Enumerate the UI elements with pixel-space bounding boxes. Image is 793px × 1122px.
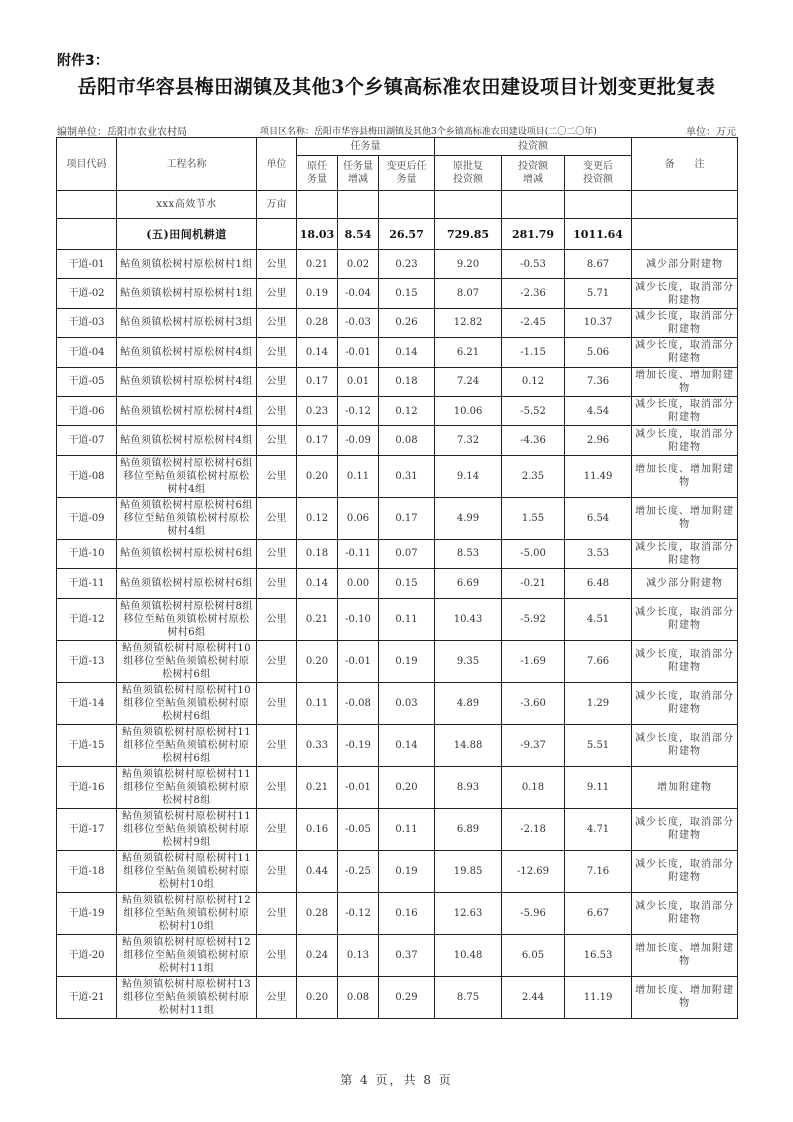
cell-invest-delta: -1.69 [502,640,565,682]
cell-code: 干道-20 [57,934,117,976]
cell-note: 减少部分附建物 [632,250,738,279]
cell-task-new: 26.57 [379,219,435,250]
cell-name: 鲇鱼须镇松树村原松树村6组移位至鲇鱼须镇松树村原松树村4组 [117,497,257,539]
cell-task-new: 0.15 [379,279,435,308]
header-invest-new: 变更后 投资额 [565,156,632,191]
table-row [57,569,738,598]
cell-name: 鲇鱼须镇松树村原松树村4组 [117,367,257,396]
cell-invest-new [565,191,632,219]
cell-task-delta: -0.04 [338,279,379,308]
cell-task-orig: 0.18 [297,539,338,568]
table-row [57,396,738,425]
cell-code: 干道-17 [57,808,117,850]
table-row [57,426,738,455]
cell-code: 干道-11 [57,569,117,598]
cell-task-new: 0.29 [379,976,435,1018]
table-row [57,934,738,976]
cell-note: 减少长度，取消部分附建物 [632,640,738,682]
cell-invest-new: 11.19 [565,976,632,1018]
cell-invest-delta: -5.52 [502,396,565,425]
page-footer: 第 4 页，共 8 页 [340,1073,453,1087]
cell-note: 减少长度，取消部分附建物 [632,598,738,640]
cell-invest-orig: 4.99 [435,497,502,539]
cell-task-new: 0.14 [379,724,435,766]
cell-task-orig: 0.17 [297,426,338,455]
cell-task-orig: 0.17 [297,367,338,396]
summary-row [57,191,738,219]
change-approval-table [56,137,738,1019]
cell-unit [257,219,297,250]
cell-task-delta: -0.03 [338,308,379,337]
cell-code: 干道-07 [57,426,117,455]
cell-note: 减少长度，取消部分附建物 [632,682,738,724]
cell-name: 鲇鱼须镇松树村原松树村1组 [117,279,257,308]
cell-code: 干道-19 [57,892,117,934]
cell-invest-delta: -4.36 [502,426,565,455]
cell-invest-delta: -2.45 [502,308,565,337]
cell-code: 干道-02 [57,279,117,308]
cell-invest-orig: 7.24 [435,367,502,396]
cell-invest-delta: -5.00 [502,539,565,568]
cell-unit: 公里 [257,766,297,808]
cell-task-new [379,191,435,219]
cell-name: 鲇鱼须镇松树村原松树村11组移位至鲇鱼须镇松树村原松树村9组 [117,808,257,850]
cell-name: 鲇鱼须镇松树村原松树村3组 [117,308,257,337]
cell-invest-delta: -2.18 [502,808,565,850]
cell-note: 减少长度，取消部分附建物 [632,396,738,425]
cell-invest-orig: 8.93 [435,766,502,808]
cell-code: 干道-10 [57,539,117,568]
cell-name: 鲇鱼须镇松树村原松树村13组移位至鲇鱼须镇松树村原松树村11组 [117,976,257,1018]
table-row [57,850,738,892]
cell-unit: 公里 [257,308,297,337]
cell-task-new: 0.23 [379,250,435,279]
cell-invest-orig: 19.85 [435,850,502,892]
cell-note: 减少部分附建物 [632,569,738,598]
cell-code: 干道-16 [57,766,117,808]
table-row [57,766,738,808]
cell-task-new: 0.37 [379,934,435,976]
cell-task-new: 0.19 [379,640,435,682]
cell-task-new: 0.03 [379,682,435,724]
cell-invest-delta: -5.92 [502,598,565,640]
cell-name: 鲇鱼须镇松树村原松树村4组 [117,396,257,425]
cell-unit: 公里 [257,934,297,976]
table-row [57,892,738,934]
cell-unit: 公里 [257,396,297,425]
cell-invest-delta: -1.15 [502,338,565,367]
cell-task-new: 0.12 [379,396,435,425]
cell-unit: 公里 [257,569,297,598]
cell-name: 鲇鱼须镇松树村原松树村6组 [117,539,257,568]
cell-invest-orig: 10.48 [435,934,502,976]
cell-invest-new: 3.53 [565,539,632,568]
cell-note: 增加长度、增加附建物 [632,367,738,396]
cell-invest-delta: 281.79 [502,219,565,250]
cell-name: 鲇鱼须镇松树村原松树村11组移位至鲇鱼须镇松树村原松树村6组 [117,724,257,766]
header-name: 工程名称 [117,138,257,191]
cell-note: 增加长度、增加附建物 [632,455,738,497]
cell-unit: 公里 [257,892,297,934]
cell-invest-new: 4.54 [565,396,632,425]
cell-note: 减少长度，取消部分附建物 [632,892,738,934]
cell-unit: 公里 [257,426,297,455]
summary-row [57,219,738,250]
cell-note: 减少长度，取消部分附建物 [632,426,738,455]
cell-task-new: 0.11 [379,808,435,850]
cell-task-delta: -0.05 [338,808,379,850]
cell-unit: 公里 [257,250,297,279]
cell-name: 鲇鱼须镇松树村原松树村11组移位至鲇鱼须镇松树村原松树村8组 [117,766,257,808]
cell-task-delta: -0.01 [338,640,379,682]
cell-code: 干道-06 [57,396,117,425]
cell-invest-new: 5.06 [565,338,632,367]
cell-name: 鲇鱼须镇松树村原松树村6组移位至鲇鱼须镇松树村原松树村4组 [117,455,257,497]
cell-invest-new: 5.71 [565,279,632,308]
cell-invest-new: 5.51 [565,724,632,766]
cell-note: 增加长度、增加附建物 [632,976,738,1018]
table-row [57,367,738,396]
cell-task-orig: 18.03 [297,219,338,250]
cell-invest-delta: 6.05 [502,934,565,976]
cell-task-delta: -0.25 [338,850,379,892]
cell-name: 鲇鱼须镇松树村原松树村8组移位至鲇鱼须镇松树村原松树村6组 [117,598,257,640]
cell-invest-delta: -0.53 [502,250,565,279]
cell-invest-orig: 10.06 [435,396,502,425]
cell-invest-delta: 0.18 [502,766,565,808]
cell-code [57,219,117,250]
document-title: 岳阳市华容县梅田湖镇及其他3个乡镇高标准农田建设项目计划变更批复表 [77,76,716,98]
cell-task-delta: -0.19 [338,724,379,766]
cell-invest-orig: 729.85 [435,219,502,250]
cell-task-new: 0.14 [379,338,435,367]
cell-invest-orig: 12.63 [435,892,502,934]
cell-invest-delta: 1.55 [502,497,565,539]
cell-invest-new: 1.29 [565,682,632,724]
cell-note: 增加长度、增加附建物 [632,497,738,539]
cell-note [632,219,738,250]
header-invest-group: 投资额 [435,138,632,156]
cell-invest-orig: 6.89 [435,808,502,850]
cell-task-new: 0.31 [379,455,435,497]
cell-unit: 公里 [257,724,297,766]
cell-name: 鲇鱼须镇松树村原松树村10组移位至鲇鱼须镇松树村原松树村6组 [117,640,257,682]
cell-unit: 公里 [257,497,297,539]
cell-task-orig: 0.20 [297,640,338,682]
cell-task-delta: -0.12 [338,892,379,934]
cell-invest-delta: -5.96 [502,892,565,934]
cell-invest-delta: -9.37 [502,724,565,766]
cell-task-orig: 0.11 [297,682,338,724]
cell-code: 干道-03 [57,308,117,337]
cell-task-delta [338,191,379,219]
header-code: 项目代码 [57,138,117,191]
cell-code: 干道-12 [57,598,117,640]
cell-task-orig: 0.19 [297,279,338,308]
cell-task-orig: 0.14 [297,569,338,598]
header-row-1 [57,138,738,156]
table-row [57,250,738,279]
cell-invest-new: 11.49 [565,455,632,497]
cell-invest-orig: 14.88 [435,724,502,766]
cell-task-orig: 0.14 [297,338,338,367]
cell-invest-new: 10.37 [565,308,632,337]
cell-invest-delta [502,191,565,219]
cell-invest-new: 6.48 [565,569,632,598]
table-row [57,598,738,640]
cell-note: 减少长度，取消部分附建物 [632,279,738,308]
cell-invest-orig: 10.43 [435,598,502,640]
cell-invest-new: 1011.64 [565,219,632,250]
table-row [57,539,738,568]
cell-name: 鲇鱼须镇松树村原松树村12组移位至鲇鱼须镇松树村原松树村11组 [117,934,257,976]
cell-code: 干道-08 [57,455,117,497]
cell-invest-orig: 9.14 [435,455,502,497]
cell-invest-new: 6.67 [565,892,632,934]
cell-task-delta: 8.54 [338,219,379,250]
cell-code [57,191,117,219]
cell-unit: 公里 [257,682,297,724]
cell-note [632,191,738,219]
table-body [57,138,738,1019]
header-task-group: 任务量 [297,138,435,156]
cell-task-orig: 0.20 [297,455,338,497]
cell-task-delta: -0.08 [338,682,379,724]
cell-task-orig: 0.21 [297,250,338,279]
cell-task-new: 0.17 [379,497,435,539]
currency-unit: 单位：万元 [686,127,736,138]
table-row [57,308,738,337]
header-invest-orig: 原批复 投资额 [435,156,502,191]
cell-code: 干道-04 [57,338,117,367]
cell-task-delta: 0.06 [338,497,379,539]
cell-task-delta: 0.02 [338,250,379,279]
header-invest-delta: 投资额 增减 [502,156,565,191]
table-row [57,976,738,1018]
cell-task-new: 0.08 [379,426,435,455]
cell-task-delta: 0.01 [338,367,379,396]
cell-unit: 万亩 [257,191,297,219]
header-task-orig: 原任 务量 [297,156,338,191]
cell-task-orig: 0.16 [297,808,338,850]
cell-invest-new: 6.54 [565,497,632,539]
cell-note: 减少长度，取消部分附建物 [632,724,738,766]
cell-invest-new: 8.67 [565,250,632,279]
cell-code: 干道-09 [57,497,117,539]
cell-task-delta: -0.09 [338,426,379,455]
cell-task-new: 0.11 [379,598,435,640]
cell-task-new: 0.19 [379,850,435,892]
table-row [57,682,738,724]
cell-invest-orig: 9.20 [435,250,502,279]
cell-note: 增加附建物 [632,766,738,808]
cell-name: 鲇鱼须镇松树村原松树村6组 [117,569,257,598]
cell-invest-new: 7.66 [565,640,632,682]
cell-name: 鲇鱼须镇松树村原松树村12组移位至鲇鱼须镇松树村原松树村10组 [117,892,257,934]
cell-name: (五)田间机耕道 [117,219,257,250]
table-row [57,640,738,682]
cell-invest-new: 2.96 [565,426,632,455]
cell-unit: 公里 [257,808,297,850]
cell-note: 增加长度、增加附建物 [632,934,738,976]
cell-invest-orig: 7.32 [435,426,502,455]
header-task-delta: 任务量 增减 [338,156,379,191]
cell-code: 干道-21 [57,976,117,1018]
cell-invest-new: 4.71 [565,808,632,850]
cell-name: xxx高效节水 [117,191,257,219]
table-row [57,279,738,308]
table-row [57,497,738,539]
cell-task-delta: -0.12 [338,396,379,425]
cell-task-orig: 0.33 [297,724,338,766]
cell-task-new: 0.16 [379,892,435,934]
cell-unit: 公里 [257,640,297,682]
cell-code: 干道-18 [57,850,117,892]
cell-invest-orig: 8.53 [435,539,502,568]
cell-task-orig: 0.12 [297,497,338,539]
cell-task-delta: 0.00 [338,569,379,598]
table-row [57,455,738,497]
cell-name: 鲇鱼须镇松树村原松树村10组移位至鲇鱼须镇松树村原松树村6组 [117,682,257,724]
cell-task-delta: -0.10 [338,598,379,640]
cell-invest-delta: 2.35 [502,455,565,497]
cell-task-orig: 0.21 [297,766,338,808]
project-area-name: 项目区名称：岳阳市华容县梅田湖镇及其他3个乡镇高标准农田建设项目(二〇二〇年) [260,127,597,137]
cell-name: 鲇鱼须镇松树村原松树村4组 [117,338,257,367]
cell-invest-delta: 2.44 [502,976,565,1018]
cell-invest-orig: 6.21 [435,338,502,367]
cell-note: 减少长度，取消部分附建物 [632,539,738,568]
cell-invest-orig: 9.35 [435,640,502,682]
cell-invest-new: 16.53 [565,934,632,976]
cell-task-new: 0.20 [379,766,435,808]
cell-note: 减少长度，取消部分附建物 [632,850,738,892]
cell-code: 干道-05 [57,367,117,396]
cell-invest-orig: 8.07 [435,279,502,308]
table-row [57,724,738,766]
cell-invest-orig [435,191,502,219]
cell-invest-delta: 0.12 [502,367,565,396]
cell-unit: 公里 [257,455,297,497]
cell-task-orig: 0.44 [297,850,338,892]
cell-task-delta: -0.11 [338,539,379,568]
cell-task-orig: 0.28 [297,308,338,337]
cell-task-orig: 0.28 [297,892,338,934]
cell-invest-new: 7.16 [565,850,632,892]
cell-task-orig: 0.21 [297,598,338,640]
cell-task-delta: 0.13 [338,934,379,976]
cell-task-orig [297,191,338,219]
cell-code: 干道-13 [57,640,117,682]
cell-task-orig: 0.23 [297,396,338,425]
cell-task-orig: 0.20 [297,976,338,1018]
table-row [57,808,738,850]
cell-unit: 公里 [257,850,297,892]
cell-unit: 公里 [257,598,297,640]
cell-unit: 公里 [257,367,297,396]
cell-invest-orig: 6.69 [435,569,502,598]
cell-note: 减少长度，取消部分附建物 [632,808,738,850]
cell-task-delta: -0.01 [338,338,379,367]
cell-unit: 公里 [257,976,297,1018]
header-task-new: 变更后任 务量 [379,156,435,191]
cell-invest-orig: 12.82 [435,308,502,337]
cell-invest-new: 4.51 [565,598,632,640]
cell-task-new: 0.07 [379,539,435,568]
cell-name: 鲇鱼须镇松树村原松树村11组移位至鲇鱼须镇松树村原松树村10组 [117,850,257,892]
cell-task-delta: -0.01 [338,766,379,808]
cell-code: 干道-01 [57,250,117,279]
cell-code: 干道-15 [57,724,117,766]
attachment-label: 附件3： [57,53,109,69]
cell-name: 鲇鱼须镇松树村原松树村1组 [117,250,257,279]
cell-note: 减少长度，取消部分附建物 [632,338,738,367]
cell-unit: 公里 [257,539,297,568]
cell-task-new: 0.18 [379,367,435,396]
cell-invest-orig: 4.89 [435,682,502,724]
cell-invest-delta: -0.21 [502,569,565,598]
cell-invest-new: 9.11 [565,766,632,808]
cell-task-delta: 0.11 [338,455,379,497]
compiler-unit: 编制单位：岳阳市农业农村局 [57,127,187,138]
cell-code: 干道-14 [57,682,117,724]
table-row [57,338,738,367]
cell-task-new: 0.26 [379,308,435,337]
cell-unit: 公里 [257,338,297,367]
header-unit: 单位 [257,138,297,191]
cell-unit: 公里 [257,279,297,308]
cell-invest-delta: -2.36 [502,279,565,308]
cell-name: 鲇鱼须镇松树村原松树村4组 [117,426,257,455]
header-note: 备 注 [632,138,738,191]
cell-invest-new: 7.36 [565,367,632,396]
cell-invest-orig: 8.75 [435,976,502,1018]
cell-invest-delta: -12.69 [502,850,565,892]
cell-task-orig: 0.24 [297,934,338,976]
cell-task-delta: 0.08 [338,976,379,1018]
cell-invest-delta: -3.60 [502,682,565,724]
cell-task-new: 0.15 [379,569,435,598]
cell-note: 减少长度，取消部分附建物 [632,308,738,337]
